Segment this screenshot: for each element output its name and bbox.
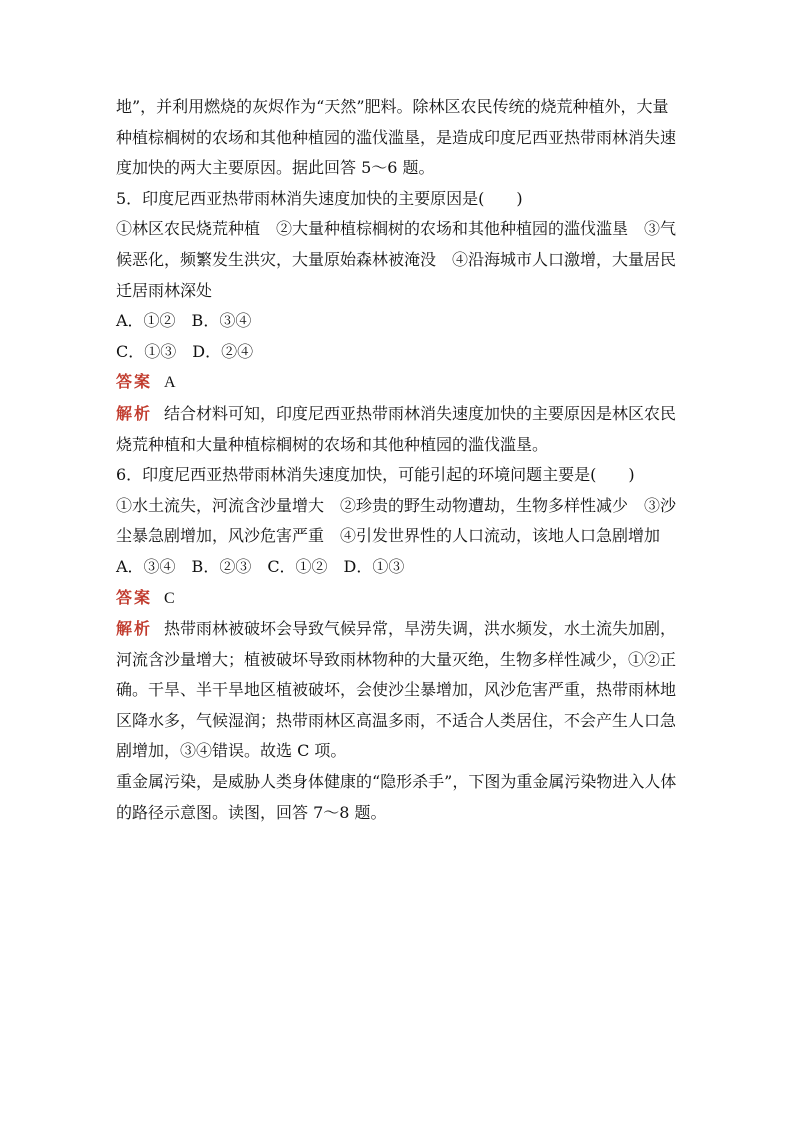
q6-analysis-line-2: 河流含沙量增大；植被破坏导致雨林物种的大量灭绝，生物多样性减少，①②正 — [116, 649, 677, 669]
q5-statement-line-1: ①林区农民烧荒种植 ②大量种植棕榈树的农场和其他种植园的滥伐滥垦 ③气 — [116, 219, 677, 239]
q6-stem-text: 6．印度尼西亚热带雨林消失速度加快，可能引起的环境问题主要是( ) — [116, 465, 635, 485]
q6-answer-label: 答案 — [116, 587, 153, 607]
q6-options — [116, 552, 684, 583]
q5-stem — [116, 184, 684, 215]
intro-line-1: 地”，并利用燃烧的灰烬作为“天然”肥料。除林区农民传统的烧荒种植外，大量 — [116, 97, 669, 116]
q5-answer-value: A — [164, 374, 176, 392]
q5-answer-label: 答案 — [116, 372, 153, 392]
next-line-2: 的路径示意图。读图，回答 7～8 题。 — [116, 802, 387, 822]
intro-line-2: 种植棕榈树的农场和其他种植园的滥伐滥垦，是造成印度尼西亚热带雨林消失速 — [116, 127, 677, 147]
q6-analysis — [116, 614, 684, 767]
q5-analysis — [116, 399, 684, 460]
q6-stem — [116, 460, 684, 491]
next-line-1: 重金属污染，是威胁人类身体健康的“隐形杀手”，下图为重金属污染物进入人体 — [116, 772, 677, 792]
q5-analysis-line-1: 结合材料可知，印度尼西亚热带雨林消失速度加快的主要原因是林区农民 — [164, 403, 677, 423]
intro-paragraph — [116, 92, 684, 184]
q5-options — [116, 306, 684, 367]
q6-answer — [116, 583, 684, 615]
next-material-paragraph — [116, 767, 684, 828]
q6-analysis-line-5: 剧增加，③④错误。故选 C 项。 — [116, 741, 347, 761]
q5-analysis-label: 解析 — [116, 403, 153, 423]
q6-options-line: A．③④ B．②③ C．①② D．①③ — [116, 556, 405, 576]
q5-options-line-1: A．①② B．③④ — [116, 311, 252, 331]
q5-answer — [116, 367, 684, 399]
q6-statement-line-1: ①水土流失，河流含沙量增大 ②珍贵的野生动物遭劫，生物多样性减少 ③沙 — [116, 495, 677, 515]
intro-line-3: 度加快的两大主要原因。据此回答 5～6 题。 — [116, 158, 435, 178]
q6-statements — [116, 491, 684, 552]
q5-statement-line-3: 迁居雨林深处 — [116, 280, 213, 300]
q6-answer-value: C — [164, 589, 175, 607]
q5-statement-line-2: 候恶化，频繁发生洪灾，大量原始森林被淹没 ④沿海城市人口激增，大量居民 — [116, 249, 677, 269]
q6-analysis-label: 解析 — [116, 619, 153, 639]
q6-analysis-line-4: 区降水多，气候湿润；热带雨林区高温多雨，不适合人类居住，不会产生人口急 — [116, 710, 677, 730]
q6-analysis-line-3: 确。干旱、半干旱地区植被破坏，会使沙尘暴增加，风沙危害严重，热带雨林地 — [116, 680, 677, 700]
q5-stem-text: 5．印度尼西亚热带雨林消失速度加快的主要原因是( ) — [116, 188, 523, 208]
q6-statement-line-2: 尘暴急剧增加，风沙危害严重 ④引发世界性的人口流动，该地人口急剧增加 — [116, 526, 661, 546]
q5-statements — [116, 214, 684, 306]
q5-analysis-line-2: 烧荒种植和大量种植棕榈树的农场和其他种植园的滥伐滥垦。 — [116, 434, 549, 454]
q6-analysis-line-1: 热带雨林被破坏会导致气候异常，旱涝失调，洪水频发，水土流失加剧， — [164, 619, 677, 639]
q5-options-line-2: C．①③ D．②④ — [116, 341, 254, 361]
